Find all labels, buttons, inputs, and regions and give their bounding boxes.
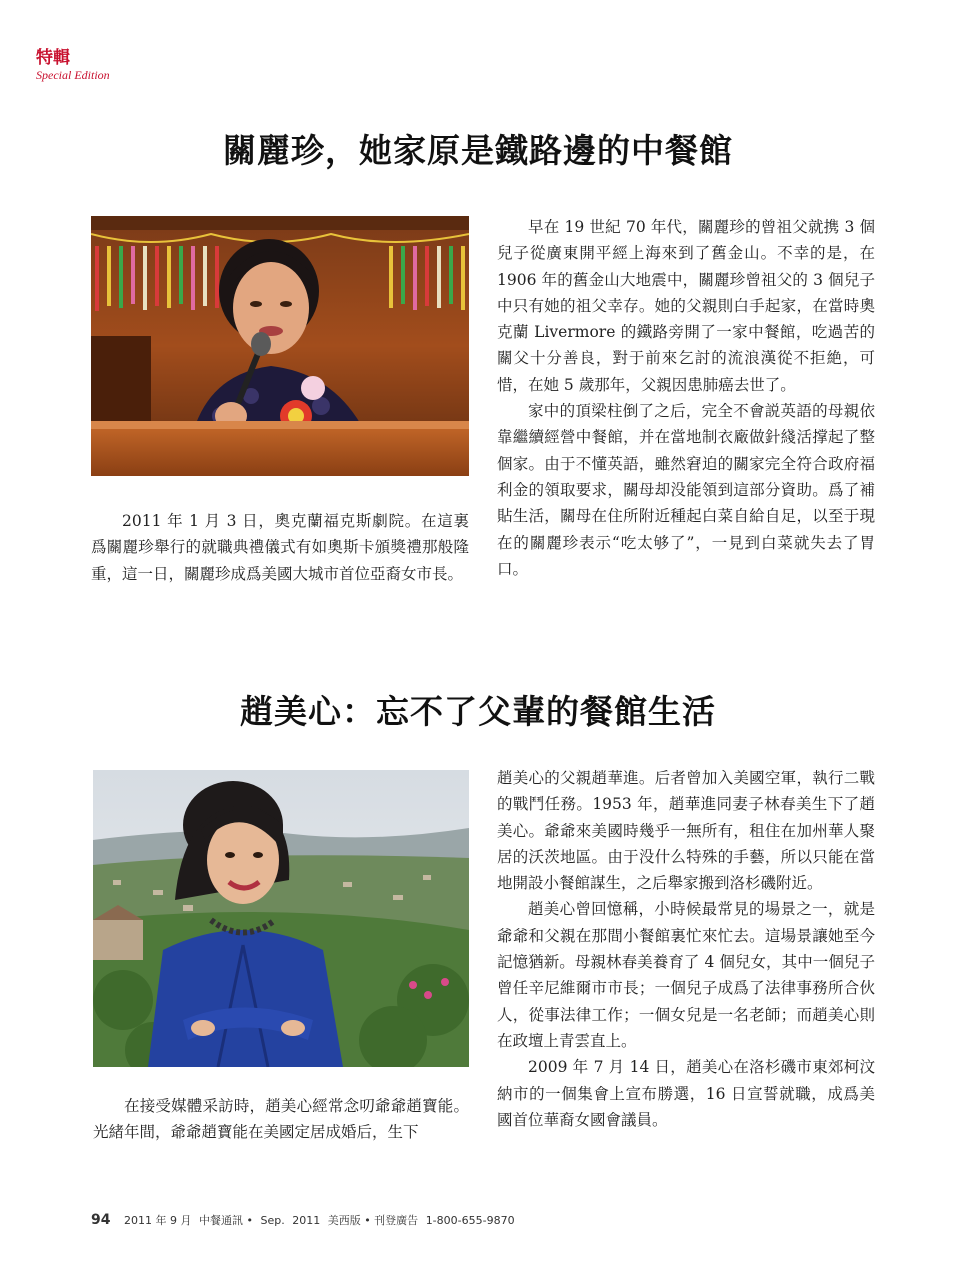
footer-edition: 美西版 • 刊登廣告 — [327, 1214, 419, 1227]
article2-caption — [93, 1093, 469, 1146]
caption-text: 2011 年 1 月 3 日，奧克蘭福克斯劇院。在這裏爲關麗珍舉行的就職典禮儀式有如奧斯卡頒獎禮那般隆重，這一日，關麗珍成爲美國大城市首位亞裔女市長。 — [91, 512, 469, 583]
caption-text: 在接受媒體采訪時，趙美心經常念叨爺爺趙寶能。光緒年間，爺爺趙寶能在美國定居成婚后，生下 — [93, 1097, 469, 1142]
article2-title: 趙美心：忘不了父輩的餐館生活 — [240, 692, 716, 731]
podium-speaker-image — [91, 216, 469, 476]
paragraph: 趙美心曾回憶稱，小時候最常見的場景之一，就是爺爺和父親在那間小餐館裏忙來忙去。這場景讓她至今記憶猶新。母親林春美養育了 4 個兒女，其中一個兒子曾任辛尼維爾市市長；一個兒子成爲了法律事務所合伙人，從事法律工作；一個女兒是一名老師；而趙美心則在政壇上青雲直上。 — [497, 900, 875, 1050]
footer-year: 2011 — [292, 1214, 321, 1227]
paragraph-continued: 趙美心的父親趙華進。后者曾加入美國空軍，執行二戰的戰鬥任務。1953 年，趙華進同妻子林春美生下了趙美心。爺爺來美國時幾乎一無所有，租住在加州華人聚居的沃茨地區。由于没什么特殊的手藝，所以只能在當地開設小餐館謀生，之后舉家搬到洛杉磯附近。 — [497, 769, 875, 893]
article2-body — [497, 765, 875, 1133]
footer-month: Sep. — [260, 1214, 285, 1227]
section-label-zh: 特輯 — [36, 48, 70, 68]
article1-caption — [91, 508, 469, 587]
article1-title: 關麗珍，她家原是鐵路邊的中餐館 — [223, 131, 733, 170]
footer-date: 2011 年 9 月 — [123, 1214, 192, 1227]
article2-photo — [93, 770, 469, 1067]
section-label — [36, 48, 110, 82]
portrait-hillside-image — [93, 770, 469, 1067]
page-footer — [91, 1212, 519, 1228]
section-label-en: Special Edition — [36, 68, 110, 82]
article1-photo — [91, 216, 469, 476]
paragraph: 家中的頂梁柱倒了之后，完全不會説英語的母親依靠繼續經營中餐館，并在當地制衣廠做針綫活撑起了整個家。由于不懂英語，雖然窘迫的關家完全符合政府福利金的領取要求，關母却没能領到這部分資助。爲了補貼生活，關母在住所附近種起白菜自給自足，以至于現在的關麗珍表示“吃太够了”，一見到白菜就失去了胃口。 — [497, 402, 875, 578]
paragraph: 2009 年 7 月 14 日，趙美心在洛杉磯市東郊柯汶納市的一個集會上宣布勝選，16 日宣誓就職，成爲美國首位華裔女國會議員。 — [497, 1058, 875, 1129]
article1-body — [497, 214, 875, 582]
paragraph: 早在 19 世紀 70 年代，關麗珍的曾祖父就携 3 個兒子從廣東開平經上海來到了舊金山。不幸的是，在 1906 年的舊金山大地震中，關麗珍曾祖父的 3 個兒子中只有她的祖父幸存。她的父親則白手起家，在當時奧克蘭 Livermore 的鐵路旁開了一家中餐館，吃過苦的關父十分善良，對于前來乞討的流浪漢從不拒絶，可惜，在她 5 歲那年，父親因患肺癌去世了。 — [497, 218, 875, 394]
page-number: 94 — [91, 1212, 111, 1228]
footer-phone: 1-800-655-9870 — [425, 1214, 515, 1227]
footer-magazine: 中餐通訊 • — [198, 1214, 253, 1227]
